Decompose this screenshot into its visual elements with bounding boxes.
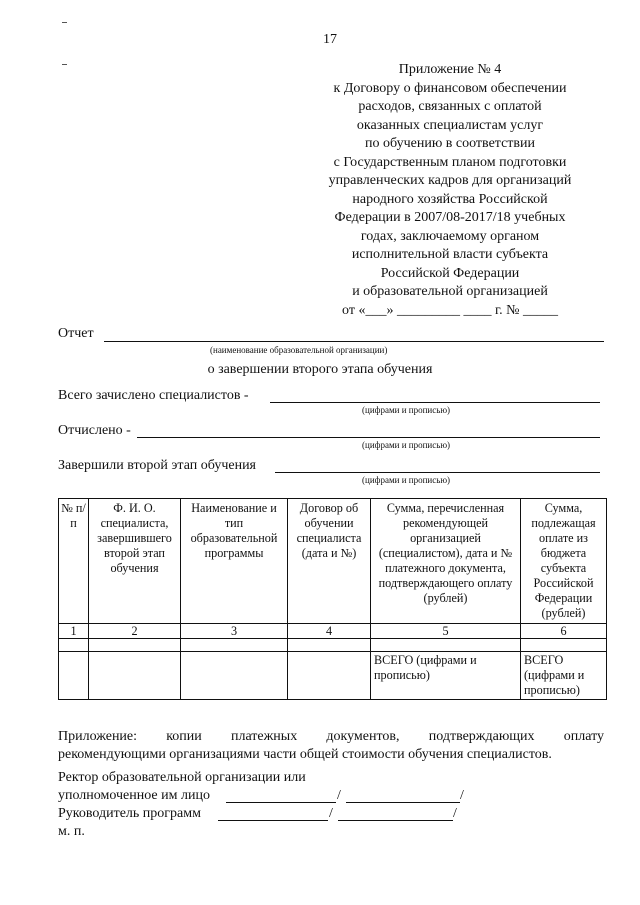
annex-line: и образовательной организацией: [352, 284, 548, 299]
annex-line: годах, заключаемому органом: [360, 228, 540, 244]
header-cell: Наименование и тип образовательной программы: [181, 499, 288, 624]
column-number: 5: [371, 624, 521, 639]
annex-line: с Государственным планом подготовки: [333, 154, 567, 170]
appendix-line-1: Приложение: копии платежных документов, подтверждающих оплату: [58, 729, 604, 744]
header-cell: Сумма, подлежащая оплате из бюджета субъекта Российской Федерации (рублей): [521, 499, 607, 624]
header-cell: Сумма, перечисленная рекомендующей организацией (специалистом), дата и № платежного документа, подтверждающего оплату (рублей): [371, 499, 521, 624]
annex-line: Федерации в 2007/08-2017/18 учебных: [334, 210, 566, 225]
report-table: [58, 498, 607, 700]
head-name-line[interactable]: [338, 820, 453, 821]
org-name-line[interactable]: [104, 341, 604, 342]
column-number: 1: [59, 624, 89, 639]
figures-hint: (цифрами и прописью): [362, 475, 451, 485]
header-cell: Ф. И. О. специалиста, завершившего второй этап обучения: [89, 499, 181, 624]
appendix-line-2: рекомендующими организациями части общей стоимости обучения специалистов.: [58, 747, 552, 762]
annex-line: Российской Федерации: [380, 265, 520, 281]
annex-line: народного хозяйства Российской: [352, 191, 548, 207]
annex-line: расходов, связанных с оплатой: [358, 99, 542, 114]
slash-divider: /: [460, 788, 464, 803]
expelled-line[interactable]: [137, 437, 600, 438]
table-cell: [59, 652, 89, 700]
table-cell[interactable]: [521, 639, 607, 652]
table-cell[interactable]: [59, 639, 89, 652]
total-cell[interactable]: ВСЕГО (цифрами и прописью): [371, 652, 521, 700]
figures-hint: (цифрами и прописью): [362, 405, 451, 415]
header-cell: № п/п: [59, 499, 89, 624]
annex-line: оказанных специалистам услуг: [356, 117, 544, 133]
page-number: 17: [323, 32, 337, 47]
table-total-row: [59, 652, 607, 700]
enrolled-label: Всего зачислено специалистов -: [58, 388, 249, 403]
head-label: Руководитель программ: [58, 806, 201, 821]
annex-line: по обучению в соответствии: [365, 136, 535, 151]
org-name-hint: (наименование образовательной организации): [210, 345, 388, 355]
table-cell: [288, 652, 371, 700]
slash-divider: /: [453, 806, 457, 821]
column-number: 2: [89, 624, 181, 639]
completed-label: Завершили второй этап обучения: [58, 458, 256, 473]
slash-divider: /: [337, 788, 341, 803]
annex-line: управленческих кадров для организаций: [328, 173, 572, 188]
table-header-row: [59, 499, 607, 624]
column-number: 6: [521, 624, 607, 639]
seal-mark: м. п.: [58, 824, 85, 839]
table-cell[interactable]: [288, 639, 371, 652]
rector-line-1: Ректор образовательной организации или: [58, 770, 306, 785]
slash-divider: /: [329, 806, 333, 821]
annex-line: исполнительной власти субъекта: [351, 247, 549, 262]
table-cell[interactable]: [181, 639, 288, 652]
rector-signature-line[interactable]: [226, 802, 336, 803]
report-label: Отчет: [58, 326, 94, 341]
total-cell[interactable]: ВСЕГО (цифрами и прописью): [521, 652, 607, 700]
table-cell: [89, 652, 181, 700]
scan-mark: [62, 22, 67, 23]
figures-hint: (цифрами и прописью): [362, 440, 451, 450]
column-number: 4: [288, 624, 371, 639]
table-row: [59, 639, 607, 652]
annex-line: к Договору о финансовом обеспечении: [333, 80, 567, 96]
expelled-label: Отчислено -: [58, 423, 131, 438]
rector-line-2: уполномоченное им лицо: [58, 788, 210, 803]
annex-line: Приложение № 4: [398, 62, 502, 77]
head-signature-line[interactable]: [218, 820, 328, 821]
table-number-row: [59, 624, 607, 639]
completed-line[interactable]: [275, 472, 600, 473]
table-cell[interactable]: [89, 639, 181, 652]
rector-name-line[interactable]: [346, 802, 460, 803]
table-cell: [181, 652, 288, 700]
enrolled-line[interactable]: [270, 402, 600, 403]
annex-line: от «___» _________ ____ г. № _____: [342, 302, 558, 318]
column-number: 3: [181, 624, 288, 639]
report-subtitle: о завершении второго этапа обучения: [207, 362, 433, 377]
table-cell[interactable]: [371, 639, 521, 652]
scan-mark: [62, 64, 67, 65]
header-cell: Договор об обучении специалиста (дата и №): [288, 499, 371, 624]
